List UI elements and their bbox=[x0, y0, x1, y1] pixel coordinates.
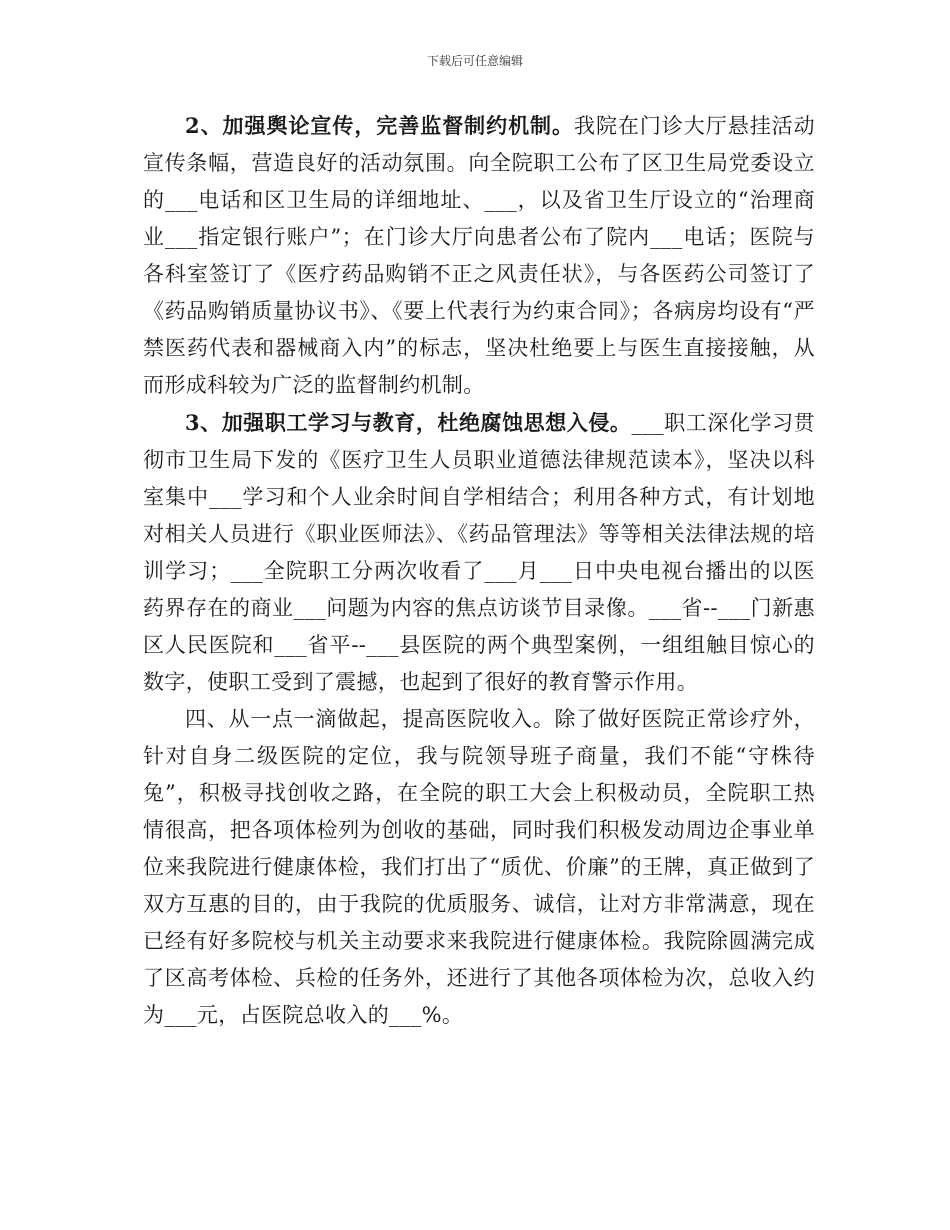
paragraph-heading: 2、加强舆论宣传，完善监督制约机制。 bbox=[185, 113, 574, 138]
paragraph-heading: 3、加强职工学习与教育，杜绝腐蚀思想入侵。 bbox=[185, 410, 632, 435]
paragraph-staff-education bbox=[143, 404, 815, 701]
paragraph-publicity-supervision bbox=[143, 107, 815, 404]
paragraph-text: 四、从一点一滴做起，提高医院收入。除了做好医院正常诊疗外，针对自身二级医院的定位，我与院领导班子商量，我们不能“守株待兔”，积极寻找创收之路，在全院的职工大会上积极动员，全院职工热情很高，把各项体检列为创收的基础，同时我们积极发动周边企事业单位来我院进行健康体检，我们打出了“质优、价廉”的王牌，真正做到了双方互惠的目的，由于我院的优质服务、诚信，让对方非常满意，现在已经有好多院校与机关主动要求来我院进行健康体检。我院除圆满完成了区高考体检、兵检的任务外，还进行了其他各项体检为次，总收入约为___元，占医院总收入的___%。 bbox=[143, 707, 815, 1027]
paragraph-text: 我院在门诊大厅悬挂活动宣传条幅，营造良好的活动氛围。向全院职工公布了区卫生局党委设立的___电话和区卫生局的详细地址、___，以及省卫生厅设立的“治理商业___指定银行账户”；在门诊大厅向患者公布了院内___电话；医院与各科室签订了《医疗药品购销不正之风责任状》，与各医药公司签订了《药品购销质量协议书》、《要上代表行为约束合同》；各病房均设有“严禁医药代表和器械商入内”的标志，坚决杜绝要上与医生直接接触，从而形成科较为广泛的监督制约机制。 bbox=[143, 114, 815, 397]
document-body bbox=[143, 107, 815, 1034]
paragraph-text: ___职工深化学习贯彻市卫生局下发的《医疗卫生人员职业道德法律规范读本》，坚决以科室集中___学习和个人业余时间自学相结合；利用各种方式，有计划地对相关人员进行《职业医师法》、《药品管理法》等等相关法律法规的培训学习；___全院职工分两次收看了___月___日中央电视台播出的以医药界存在的商业___问题为内容的焦点访谈节目录像。___省--___门新惠区人民医院和___省平--___县医院的两个典型案例，一组组触目惊心的数字，使职工受到了震撼，也起到了很好的教育警示作用。 bbox=[143, 411, 815, 694]
page-header-note: 下载后可任意编辑 bbox=[426, 54, 523, 68]
paragraph-hospital-income bbox=[143, 701, 815, 1034]
